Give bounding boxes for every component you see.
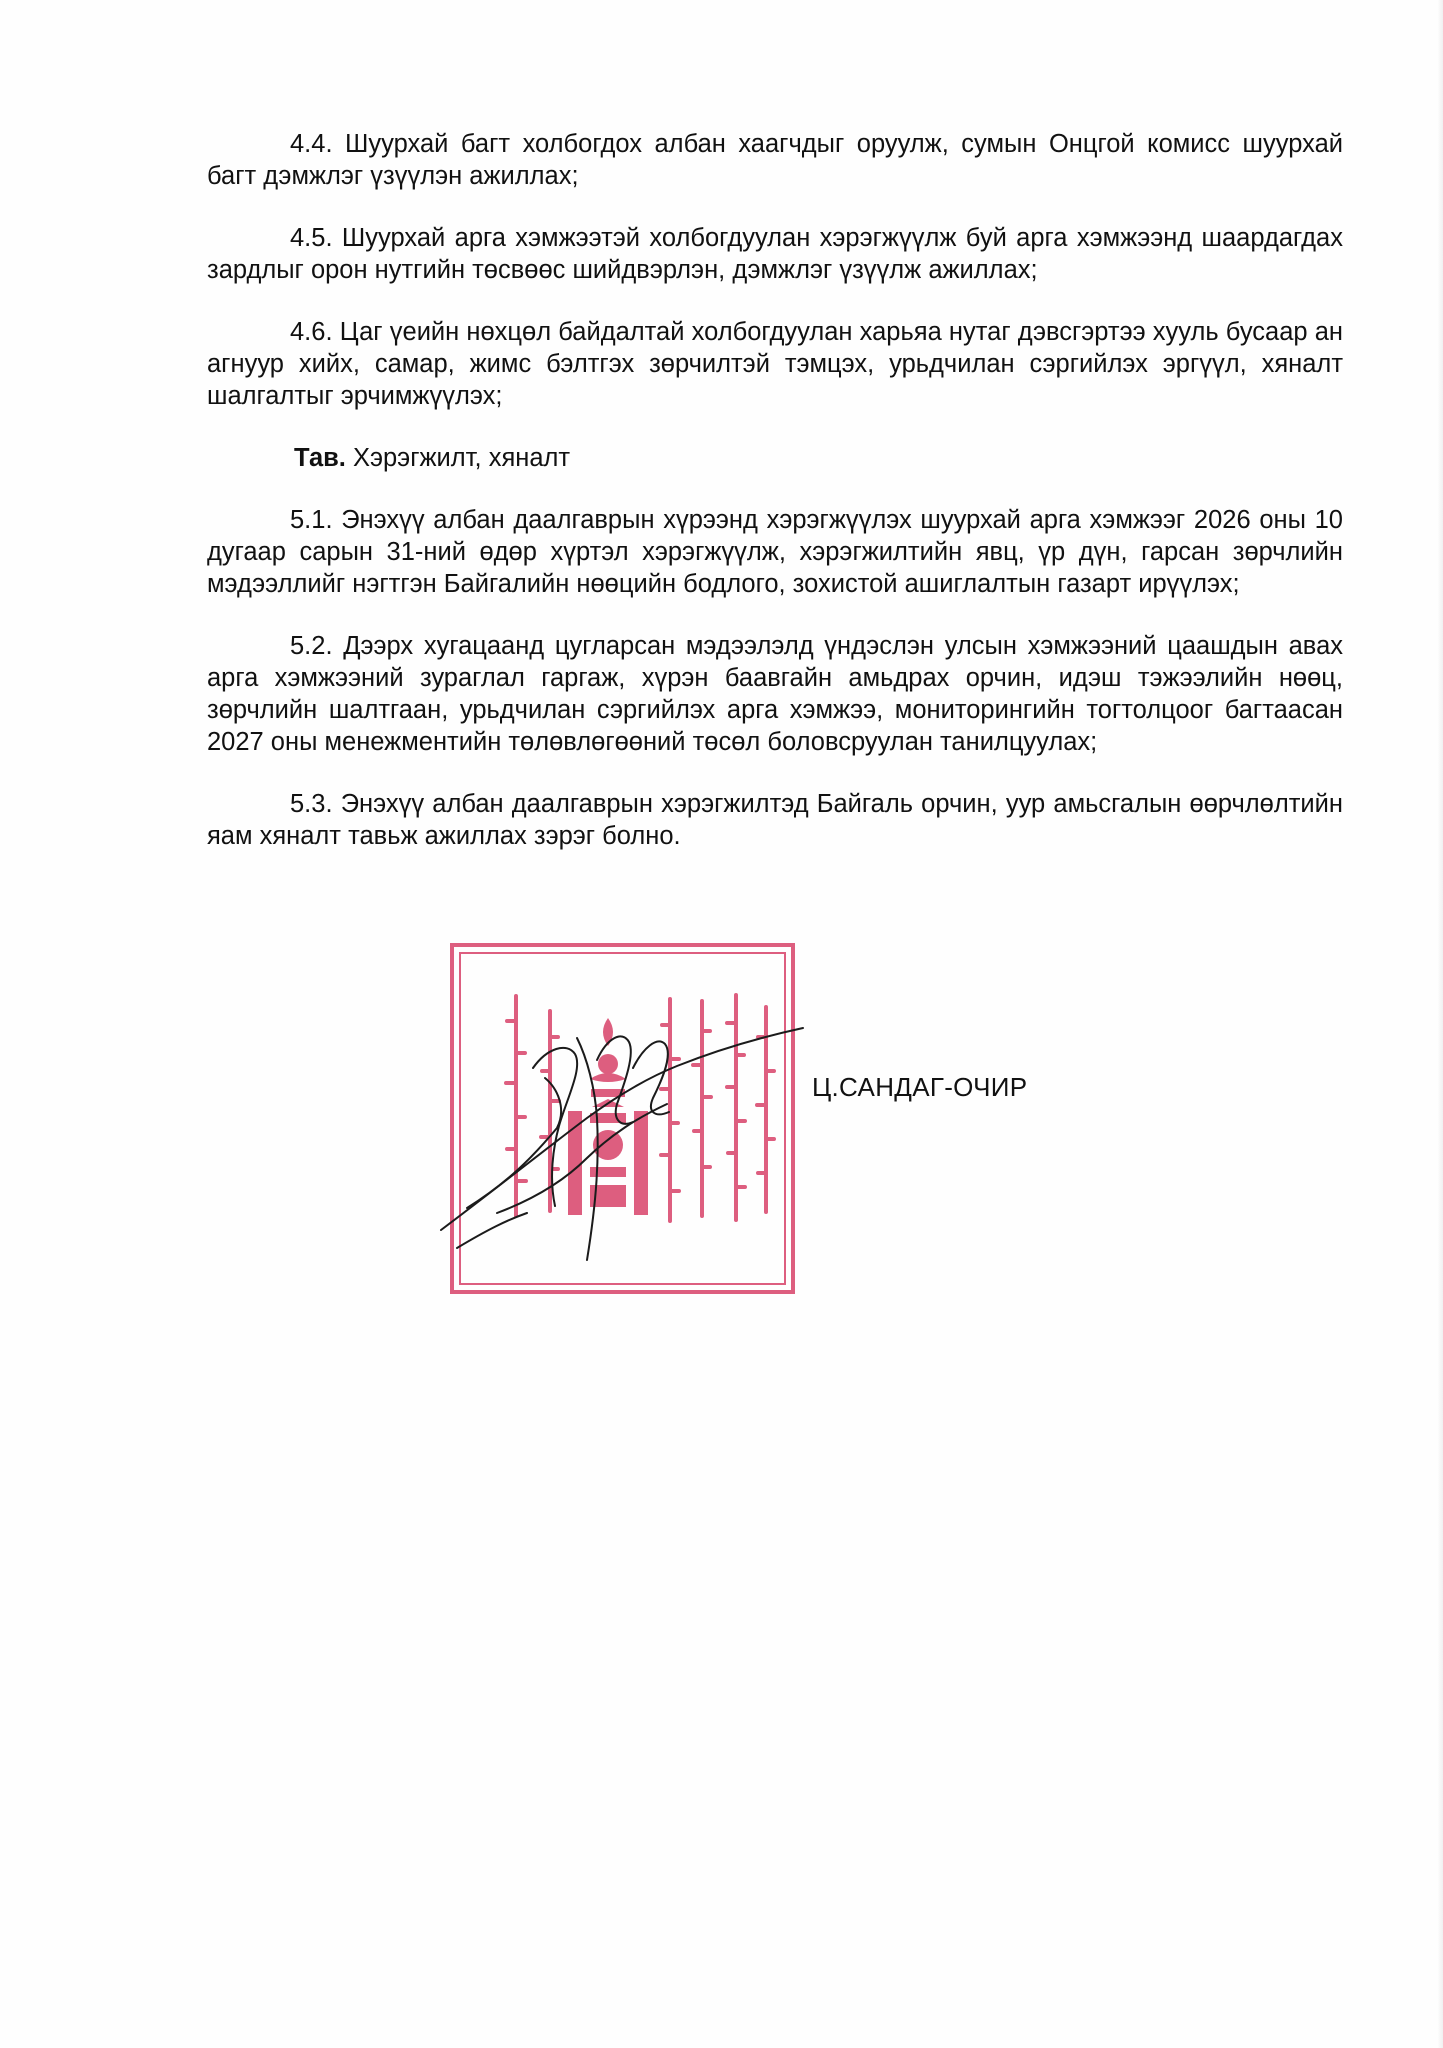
document-body bbox=[207, 128, 1343, 882]
paragraph-4-5: 4.5. Шуурхай арга хэмжээтэй холбогдуулан хэрэгжүүлж буй арга хэмжээнд шаардагдах зардлыг орон нутгийн төсвөөс шийдвэрлэн, дэмжлэг үзүүлж ажиллах; bbox=[207, 224, 1343, 284]
section-5-number: Тав. bbox=[294, 444, 346, 472]
section-5-title: Хэрэгжилт, хяналт bbox=[345, 444, 571, 472]
section-5-heading bbox=[207, 442, 1343, 474]
paragraph-4-6: 4.6. Цаг үеийн нөхцөл байдалтай холбогдуулан харьяа нутаг дэвсгэртээ хууль бусаар ан агнуур хийх, самар, жимс бэлтгэх зөрчилтэй тэмцэх, урьдчилан сэргийлэх эргүүл, хяналт шалгалтыг эрчимжүүлэх; bbox=[207, 318, 1343, 410]
paragraph-5-3: 5.3. Энэхүү албан даалгаврын хэрэгжилтэд Байгаль орчин, уур амьсгалын өөрчлөлтийн яам хяналт тавьж ажиллах зэрэг болно. bbox=[207, 790, 1343, 850]
paragraph-4-4: 4.4. Шуурхай багт холбогдох албан хаагчдыг оруулж, сумын Онцгой комисс шуурхай багт дэмжлэг үзүүлэн ажиллах; bbox=[207, 130, 1343, 190]
paragraph-5-1: 5.1. Энэхүү албан даалгаврын хүрээнд хэрэгжүүлэх шуурхай арга хэмжээг 2026 оны 10 дугаар сарын 31-ний өдөр хүртэл хэрэгжүүлж, хэрэгжилтийн явц, үр дүн, гарсан зөрчлийн мэдээллийг нэгтгэн Байгалийн нөөцийн бодлого, зохистой ашиглалтын газарт ирүүлэх; bbox=[207, 506, 1343, 598]
page-edge bbox=[1437, 0, 1443, 2048]
paragraph-5-2: 5.2. Дээрх хугацаанд цугларсан мэдээлэлд үндэслэн улсын хэмжээний цаашдын авах арга хэмжээний зураглал гаргаж, хүрэн баавгайн амьдрах орчин, идэш тэжээлийн нөөц, зөрчлийн шалтгаан, урьдчилан сэргийлэх арга хэмжээ, мониторингийн тогтолцоог багтаасан 2027 оны менежментийн төлөвлөгөөний төсөл боловсруулан танилцуулах; bbox=[207, 632, 1343, 756]
signer-name: Ц.САНДАГ-ОЧИР bbox=[812, 1072, 1028, 1102]
signature-icon bbox=[437, 1008, 807, 1268]
